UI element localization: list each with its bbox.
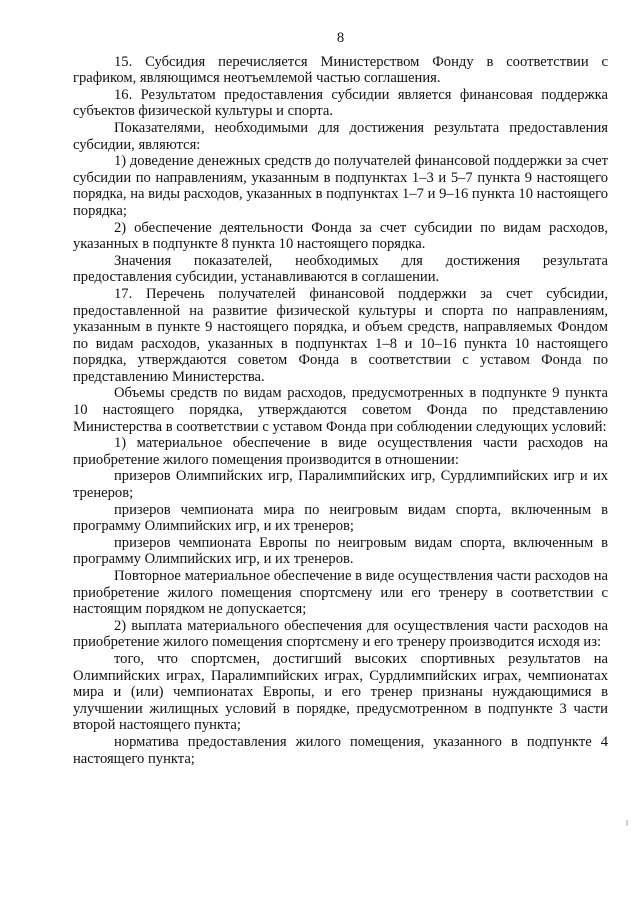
paragraph-16: 16. Результатом предоставления субсидии является финансовая поддержка субъектов физической культуры и спорта.	[73, 86, 608, 120]
paragraph-olympic-prizewinners: призеров Олимпийских игр, Паралимпийских игр, Сурдлимпийских игр и их тренеров;	[73, 468, 608, 502]
paragraph-europe-prizewinners: призеров чемпионата Европы по неигровым видам спорта, включенным в программу Олимпийских игр, и их тренеров.	[73, 534, 608, 568]
page-number: 8	[336, 30, 345, 46]
paragraph-world-prizewinners: призеров чемпионата мира по неигровым видам спорта, включенным в программу Олимпийских игр, и их тренеров;	[73, 501, 608, 535]
document-page	[73, 30, 608, 767]
paragraph-volumes-intro: Объемы средств по видам расходов, предусмотренных в подпункте 9 пункта 10 настоящего порядка, утверждаются советом Фонда по представлению Министерства в соответствии с уставом Фонда при соблюдении следующих условий:	[73, 385, 608, 435]
paragraph-indicator-1: 1) доведение денежных средств до получателей финансовой поддержки за счет субсидии по направлениям, указанным в подпунктах 1–3 и 5–7 пункта 9 настоящего порядка, на виды расходов, указанных в подпунктах 1–7 и 9–16 пункта 10 настоящего порядка;	[73, 153, 608, 219]
paragraph-need-recognition: того, что спортсмен, достигший высоких спортивных результатов на Олимпийских играх, Паралимпийских играх, Сурдлимпийских играх, чемпионатах мира и (или) чемпионатах Европы, и его тренер признаны нуждающимися в улучшении жилищных условий в порядке, предусмотренном в подпункте 3 части второй настоящего пункта;	[73, 650, 608, 734]
paragraph-indicators-intro: Показателями, необходимыми для достижения результата предоставления субсидии, являются:	[73, 119, 608, 153]
scan-artifact	[626, 820, 628, 826]
paragraph-housing-norm: норматива предоставления жилого помещения, указанного в подпункте 4 настоящего пункта;	[73, 733, 608, 767]
paragraph-repeat-prohibited: Повторное материальное обеспечение в виде осуществления части расходов на приобретение жилого помещения спортсмену или его тренеру в соответствии с настоящим порядком не допускается;	[73, 568, 608, 618]
paragraph-indicator-values: Значения показателей, необходимых для достижения результата предоставления субсидии, устанавливаются в соглашении.	[73, 252, 608, 286]
paragraph-condition-2: 2) выплата материального обеспечения для осуществления части расходов на приобретение жилого помещения спортсмену и его тренеру производится исходя из:	[73, 617, 608, 651]
paragraph-15: 15. Субсидия перечисляется Министерством Фонду в соответствии с графиком, являющимся неотъемлемой частью соглашения.	[73, 53, 608, 87]
paragraph-condition-1: 1) материальное обеспечение в виде осуществления части расходов на приобретение жилого помещения производится в отношении:	[73, 435, 608, 468]
paragraph-17: 17. Перечень получателей финансовой поддержки за счет субсидии, предоставленной на развитие физической культуры и спорта по направлениям, указанным в пункте 9 настоящего порядка, и объем средств, направляемых Фондом по видам расходов, указанных в подпунктах 1–8 и 10–16 пункта 10 настоящего порядка, утверждаются советом Фонда в соответствии с уставом Фонда по представлению Министерства.	[73, 285, 608, 385]
paragraph-indicator-2: 2) обеспечение деятельности Фонда за счет субсидии по видам расходов, указанных в подпункте 8 пункта 10 настоящего порядка.	[73, 219, 608, 253]
